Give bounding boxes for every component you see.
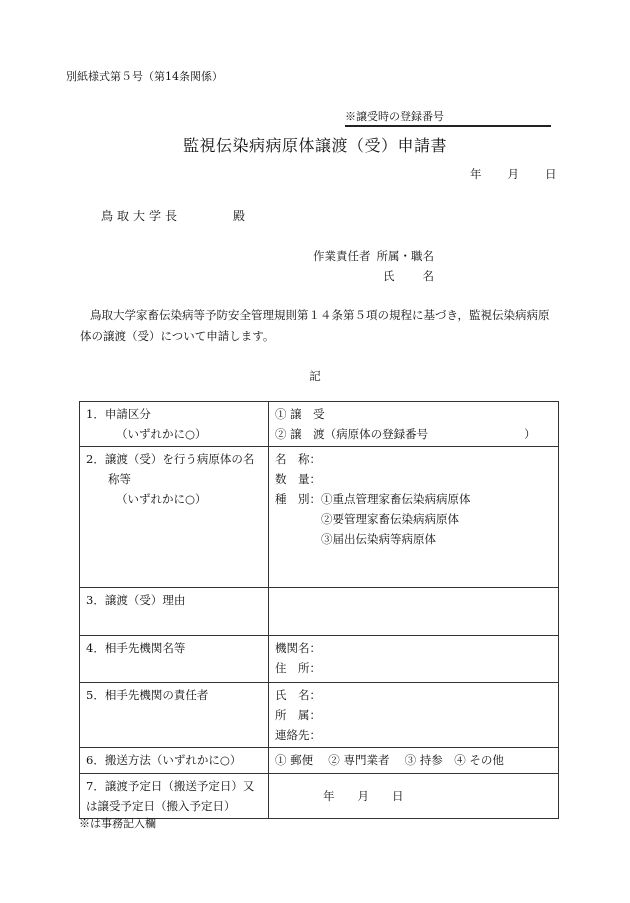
scheduled-date[interactable]: 年 月 日 xyxy=(323,789,404,803)
date-month: 月 xyxy=(507,167,519,181)
org-name-field[interactable]: 機関名： xyxy=(275,641,321,655)
option-joto: ② 譲 渡（病原体の登録番号 xyxy=(275,427,429,441)
table-row xyxy=(80,683,559,748)
body-text: 鳥取大学家畜伝染病等予防安全管理規則第１４条第５項の規程に基づき，監視伝染病病原体の譲渡（受）について申請します。 xyxy=(80,308,550,343)
option-joto-close: ） xyxy=(524,427,536,441)
row4-value[interactable] xyxy=(269,636,559,683)
row6-title: 6．搬送方法（いずれかに○） xyxy=(86,753,242,767)
pathogen-type-opt2[interactable]: ②要管理家畜伝染病病原体 xyxy=(321,512,459,526)
addressee-name: 鳥取大学長 xyxy=(101,209,182,223)
contact-dept-field[interactable]: 所 属： xyxy=(275,708,321,722)
row2-title-cont: 称等 xyxy=(108,472,131,486)
name-label-1: 氏 xyxy=(383,269,395,283)
row7-label xyxy=(80,774,269,819)
addressee-honorific: 殿 xyxy=(233,209,246,223)
row5-title: 5．相手先機関の責任者 xyxy=(86,688,209,702)
contact-name-field[interactable]: 氏 名： xyxy=(275,688,321,702)
option-joju[interactable]: ① 譲 受 xyxy=(275,407,325,421)
pathogen-type-field[interactable]: 種 別：①重点管理家畜伝染病病原体 xyxy=(275,492,471,506)
table-row xyxy=(80,447,559,588)
table-row xyxy=(80,636,559,683)
footnote: ※は事務記入欄 xyxy=(79,817,156,830)
row5-label xyxy=(80,683,269,748)
transport-methods[interactable]: ① 郵便 ② 専門業者 ③ 持参 ④ その他 xyxy=(275,753,504,767)
row6-label xyxy=(80,748,269,774)
application-table xyxy=(79,401,559,819)
table-row xyxy=(80,588,559,636)
page-title: 監視伝染病病原体譲渡（受）申請書 xyxy=(182,136,447,155)
row1-value[interactable] xyxy=(269,402,559,447)
row1-label xyxy=(80,402,269,447)
row6-value[interactable] xyxy=(269,748,559,774)
name-label-2: 名 xyxy=(422,269,434,283)
form-id: 別紙様式第５号（第14条関係） xyxy=(66,70,223,83)
application-date xyxy=(470,166,557,182)
row2-title: 2．譲渡（受）を行う病原体の名 xyxy=(86,452,255,466)
contact-info-field[interactable]: 連絡先： xyxy=(275,728,321,742)
pathogen-qty-field[interactable]: 数 量： xyxy=(275,472,321,486)
applicant-role: 作業責任者 xyxy=(313,249,371,263)
table-row xyxy=(80,774,559,819)
pathogen-name-field[interactable]: 名 称： xyxy=(275,452,321,466)
row4-title: 4．相手先機関名等 xyxy=(86,641,186,655)
option-joto-line[interactable] xyxy=(275,424,552,444)
table-row xyxy=(80,402,559,447)
pathogen-type-opt3[interactable]: ③届出伝染病等病原体 xyxy=(321,532,436,546)
applicant-name xyxy=(383,268,434,284)
row3-title: 3．譲渡（受）理由 xyxy=(86,593,186,607)
row1-title: 1．申請区分 xyxy=(86,407,151,421)
row2-label xyxy=(80,447,269,588)
row3-value[interactable] xyxy=(269,588,559,636)
row4-label xyxy=(80,636,269,683)
affiliation-label: 所属・職名 xyxy=(376,249,434,263)
date-day: 日 xyxy=(545,167,557,181)
row1-sub: （いずれかに○） xyxy=(116,427,207,441)
registration-note: ※譲受時の登録番号 xyxy=(345,108,551,127)
row7-title: 7．譲渡予定日（搬送予定日）又 xyxy=(86,779,255,793)
table-row xyxy=(80,748,559,774)
date-year: 年 xyxy=(470,167,482,181)
org-address-field[interactable]: 住 所： xyxy=(275,661,321,675)
row7-value[interactable] xyxy=(269,774,559,819)
row7-title-cont: は譲受予定日（搬入予定日） xyxy=(86,799,236,813)
applicant-affiliation xyxy=(313,248,434,264)
ki-heading: 記 xyxy=(309,369,321,383)
row2-value[interactable] xyxy=(269,447,559,588)
row5-value[interactable] xyxy=(269,683,559,748)
row3-label xyxy=(80,588,269,636)
row2-sub: （いずれかに○） xyxy=(116,492,207,506)
